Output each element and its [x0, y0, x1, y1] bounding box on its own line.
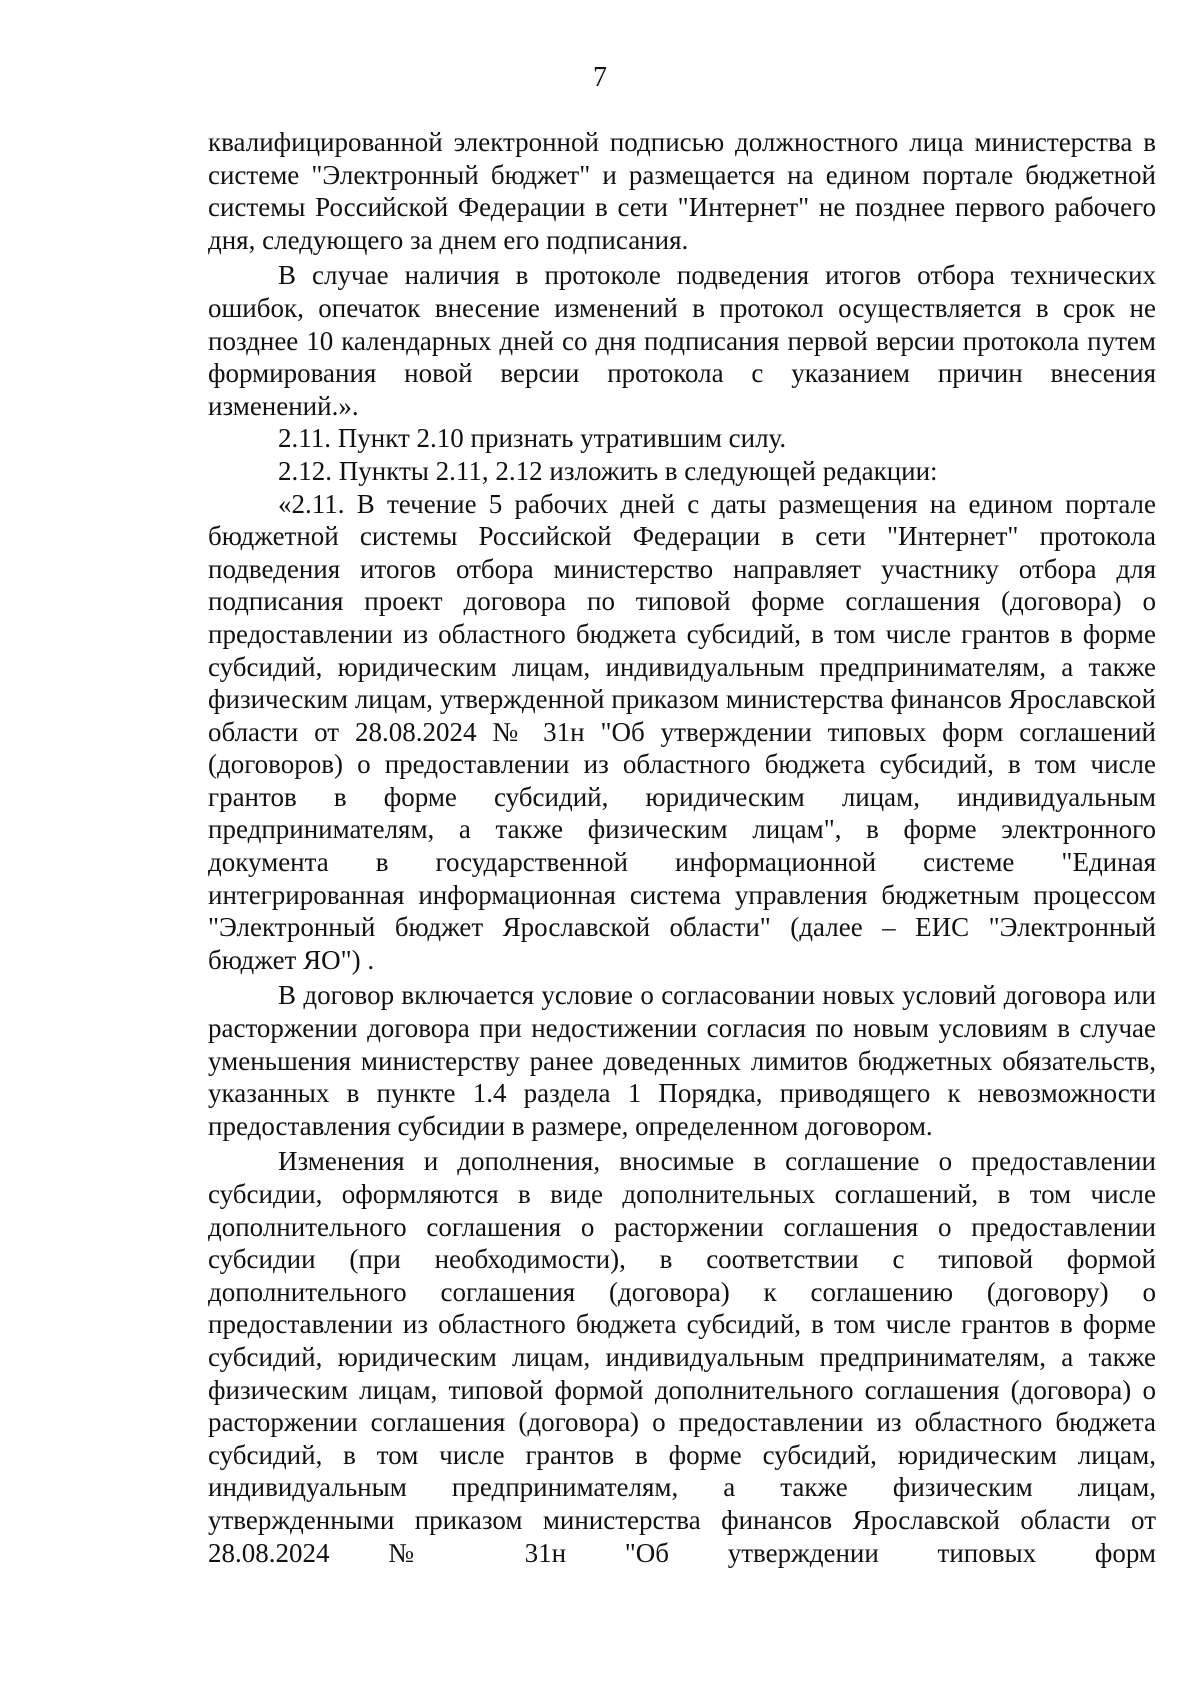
paragraph-continuation: квалифицированной электронной подписью должностного лица министерства в системе "Электронный бюджет" и размещается на едином портале бюджетной системы Российской Федерации в сети "Интернет" не позднее первого рабочего дня, следующего за днем его подписания. [208, 127, 1156, 255]
paragraph-item-2-12: 2.12. Пункты 2.11, 2.12 изложить в следующей редакции: [278, 455, 938, 486]
document-body [208, 126, 1156, 1569]
paragraph-clause-2-11: «2.11. В течение 5 рабочих дней с даты размещения на едином портале бюджетной системы Российской Федерации в сети "Интернет" протокола подведения итогов отбора министерство направляет участнику отбора для подписания проект договора по типовой форме соглашения (договора) о предоставлении из областного бюджета субсидий, в том числе грантов в форме субсидий, юридическим лицам, индивидуальным предпринимателям, а также физическим лицам, утвержденной приказом министерства финансов Ярославской области от 28.08.2024 № 31н "Об утверждении типовых форм соглашений (договоров) о предоставлении из областного бюджета субсидий, в том числе грантов в форме субсидий, юридическим лицам, индивидуальным предпринимателям, а также физическим лицам", в форме электронного документа в государственной информационной системе "Единая интегрированная информационная система управления бюджетным процессом "Электронный бюджет Ярославской области" (далее – ЕИС "Электронный бюджет ЯО") . [208, 488, 1156, 975]
paragraph-item-2-11: 2.11. Пункт 2.10 признать утратившим силу. [278, 423, 787, 454]
paragraph-amendments: Изменения и дополнения, вносимые в соглашение о предоставлении субсидии, оформляются в виде дополнительных соглашений, в том числе дополнительного соглашения о расторжении соглашения о предоставлении субсидии (при необходимости), в соответствии с типовой формой дополнительного соглашения (договора) к соглашению (договору) о предоставлении из областного бюджета субсидий, в том числе грантов в форме субсидий, юридическим лицам, индивидуальным предпринимателям, а также физическим лицам, типовой формой дополнительного соглашения (договора) о расторжении соглашения (договора) о предоставлении из областного бюджета субсидий, в том числе грантов в форме субсидий, юридическим лицам, индивидуальным предпринимателям, а также физическим лицам, утвержденными приказом министерства финансов Ярославской области от 28.08.2024 № 31н "Об утверждении типовых форм [208, 1146, 1156, 1568]
page-number: 7 [593, 62, 607, 93]
paragraph-contract-conditions: В договор включается условие о согласовании новых условий договора или расторжении договора при недостижении согласия по новым условиям в случае уменьшения министерству ранее доведенных лимитов бюджетных обязательств, указанных в пункте 1.4 раздела 1 Порядка, приводящего к невозможности предоставления субсидии в размере, определенном договором. [208, 980, 1156, 1141]
paragraph-protocol-errors: В случае наличия в протоколе подведения итогов отбора технических ошибок, опечаток внесение изменений в протокол осуществляется в срок не позднее 10 календарных дней со дня подписания первой версии протокола путем формирования новой версии протокола с указанием причин внесения изменений.». [208, 260, 1156, 421]
